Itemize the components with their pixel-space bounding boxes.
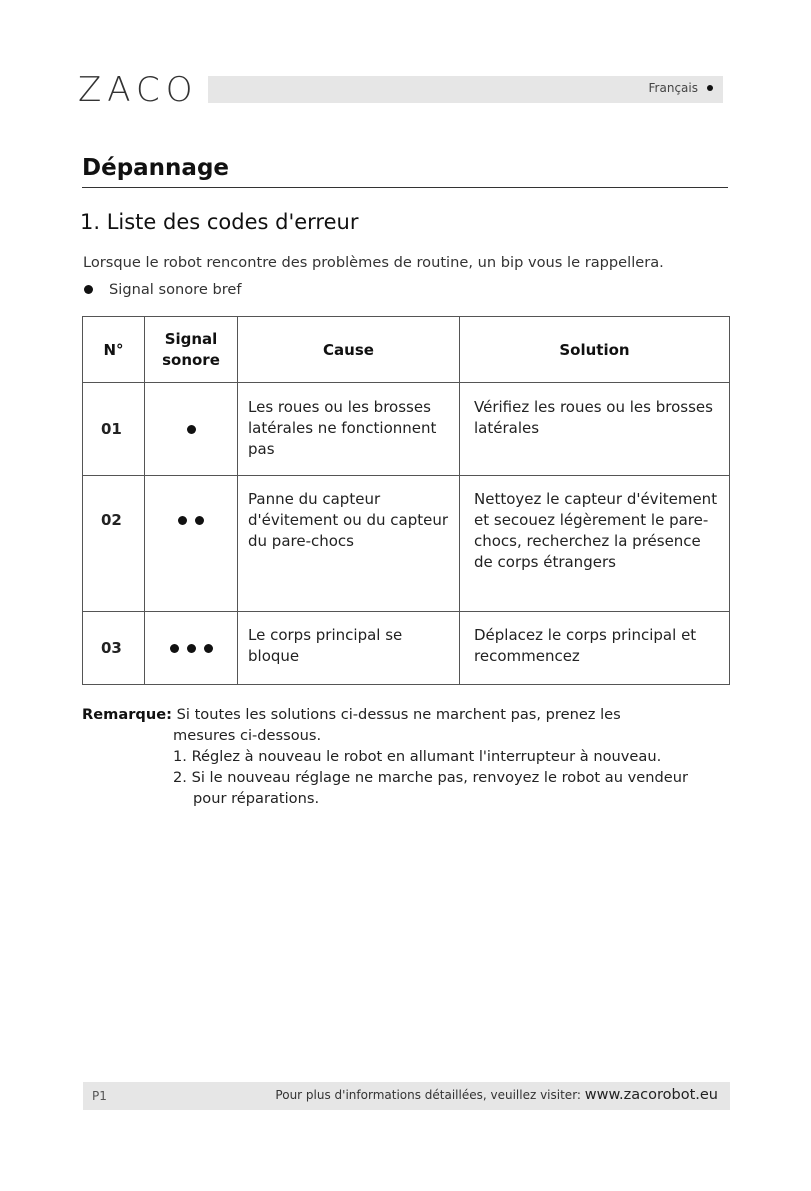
header-bar bbox=[208, 76, 723, 103]
page-number: P1 bbox=[92, 1089, 107, 1103]
footer-info bbox=[275, 1087, 718, 1103]
remark-line: Si toutes les solutions ci-dessus ne marchent pas, prenez les bbox=[176, 706, 621, 723]
title-divider bbox=[82, 187, 728, 188]
row-cause: Les roues ou les brosses latérales ne fonctionnent pas bbox=[238, 383, 460, 476]
table-header-row bbox=[83, 317, 730, 383]
header-number: N° bbox=[83, 317, 145, 383]
bullet-dot-icon bbox=[707, 85, 713, 91]
remark-label: Remarque: bbox=[82, 706, 172, 723]
brand-logo: ZACO bbox=[78, 70, 199, 110]
error-codes-table bbox=[82, 316, 730, 685]
beep-signal bbox=[145, 612, 238, 685]
intro-text: Lorsque le robot rencontre des problèmes de routine, un bip vous le rappellera. bbox=[83, 254, 664, 271]
beep-dot-icon bbox=[187, 425, 196, 434]
remark-step: 1. Réglez à nouveau le robot en allumant l'interrupteur à nouveau. bbox=[173, 748, 662, 765]
remark-line: mesures ci-dessous. bbox=[173, 727, 322, 744]
beep-dot-icon bbox=[195, 516, 204, 525]
row-number: 02 bbox=[83, 476, 145, 612]
footer-bar bbox=[83, 1082, 730, 1110]
table-row bbox=[83, 383, 730, 476]
beep-dot-icon bbox=[204, 644, 213, 653]
row-solution: Déplacez le corps principal et recommencez bbox=[460, 612, 730, 685]
website-link[interactable]: www.zacorobot.eu bbox=[584, 1087, 718, 1103]
bullet-label: Signal sonore bref bbox=[109, 281, 242, 298]
page-title: Dépannage bbox=[82, 155, 230, 181]
row-cause: Le corps principal se bloque bbox=[238, 612, 460, 685]
row-solution: Nettoyez le capteur d'évitement et secouez légèrement le pare-chocs, recherchez la présence de corps étrangers bbox=[460, 476, 730, 612]
language-indicator bbox=[649, 81, 713, 95]
header-signal: Signal sonore bbox=[145, 317, 238, 383]
beep-signal bbox=[145, 476, 238, 612]
footer-text: Pour plus d'informations détaillées, veuillez visiter: bbox=[275, 1088, 581, 1102]
language-label: Français bbox=[648, 81, 698, 95]
remark-step-continued: pour réparations. bbox=[193, 790, 320, 807]
beep-signal bbox=[145, 383, 238, 476]
table-row bbox=[83, 612, 730, 685]
bullet-item bbox=[84, 281, 242, 298]
remark-step: 2. Si le nouveau réglage ne marche pas, renvoyez le robot au vendeur bbox=[173, 769, 688, 786]
row-cause: Panne du capteur d'évitement ou du capteur du pare-chocs bbox=[238, 476, 460, 612]
header-cause: Cause bbox=[238, 317, 460, 383]
section-subheading: 1. Liste des codes d'erreur bbox=[80, 210, 359, 234]
beep-dot-icon bbox=[170, 644, 179, 653]
beep-dot-icon bbox=[187, 644, 196, 653]
table-row bbox=[83, 476, 730, 612]
row-number: 01 bbox=[83, 383, 145, 476]
beep-dot-icon bbox=[178, 516, 187, 525]
header-solution: Solution bbox=[460, 317, 730, 383]
bullet-dot-icon bbox=[84, 285, 93, 294]
remark-block bbox=[82, 704, 688, 809]
row-solution: Vérifiez les roues ou les brosses latérales bbox=[460, 383, 730, 476]
row-number: 03 bbox=[83, 612, 145, 685]
